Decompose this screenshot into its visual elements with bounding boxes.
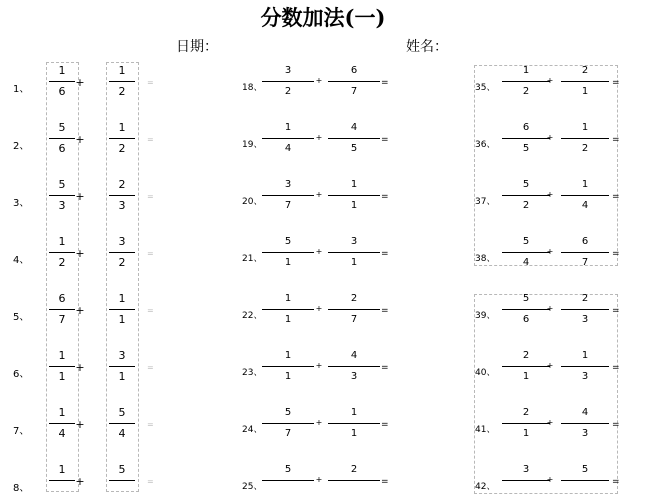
fraction-bar <box>49 81 75 82</box>
second-numerator: 1 <box>118 64 126 77</box>
fraction-bar <box>328 423 380 424</box>
plus-sign: + <box>546 133 554 142</box>
fraction-bar <box>262 81 314 82</box>
second-denominator: 7 <box>350 86 358 97</box>
second-denominator: 2 <box>118 85 126 98</box>
problem-number: 1、 <box>13 84 30 95</box>
plus-sign: + <box>546 247 554 256</box>
fraction-bar <box>502 309 550 310</box>
problem-number: 37、 <box>475 197 496 207</box>
problem-number: 41、 <box>475 425 496 435</box>
first-numerator: 1 <box>58 349 66 362</box>
plus-sign: + <box>75 304 85 317</box>
first-numerator: 1 <box>522 65 530 76</box>
problem-number: 3、 <box>13 198 30 209</box>
second-numerator: 3 <box>118 349 126 362</box>
plus-sign: + <box>315 418 323 427</box>
second-numerator: 2 <box>350 293 358 304</box>
fraction-bar <box>502 138 550 139</box>
fraction-bar <box>328 138 380 139</box>
second-numerator: 5 <box>118 406 126 419</box>
second-denominator: 4 <box>581 200 589 211</box>
problem-number: 36、 <box>475 140 496 150</box>
first-numerator: 6 <box>58 292 66 305</box>
second-numerator: 1 <box>118 121 126 134</box>
problem-number: 2、 <box>13 141 30 152</box>
first-numerator: 1 <box>284 122 292 133</box>
plus-sign: + <box>315 190 323 199</box>
equals-sign: = <box>147 135 154 144</box>
first-denominator: 6 <box>58 142 66 155</box>
second-numerator: 1 <box>350 407 358 418</box>
first-denominator: 6 <box>58 85 66 98</box>
fraction-bar <box>561 366 609 367</box>
problem-number: 19、 <box>242 140 263 150</box>
plus-sign: + <box>75 133 85 146</box>
equals-sign: = <box>381 477 389 487</box>
equals-sign: = <box>147 192 154 201</box>
second-denominator: 1 <box>350 428 358 439</box>
fraction-bar <box>561 195 609 196</box>
first-denominator: 4 <box>58 427 66 440</box>
equals-sign: = <box>147 306 154 315</box>
first-denominator: 7 <box>58 313 66 326</box>
first-denominator: 3 <box>58 199 66 212</box>
fraction-bar <box>109 81 135 82</box>
fraction-bar <box>328 309 380 310</box>
plus-sign: + <box>75 361 85 374</box>
fraction-bar <box>49 366 75 367</box>
equals-sign: = <box>381 420 389 430</box>
first-denominator: 1 <box>58 370 66 383</box>
second-numerator: 1 <box>118 292 126 305</box>
plus-sign: + <box>546 76 554 85</box>
plus-sign: + <box>75 418 85 431</box>
fraction-bar <box>49 423 75 424</box>
first-numerator: 2 <box>522 407 530 418</box>
problem-number: 20、 <box>242 197 263 207</box>
first-numerator: 5 <box>284 407 292 418</box>
equals-sign: = <box>612 135 620 145</box>
second-numerator: 3 <box>118 235 126 248</box>
plus-sign: + <box>315 76 323 85</box>
second-denominator: 1 <box>350 200 358 211</box>
fraction-bar <box>502 195 550 196</box>
first-numerator: 5 <box>58 121 66 134</box>
second-denominator: 3 <box>581 428 589 439</box>
problem-number: 25、 <box>242 482 263 492</box>
second-numerator: 2 <box>581 65 589 76</box>
second-denominator: 3 <box>118 199 126 212</box>
fraction-bar <box>561 423 609 424</box>
fraction-bar <box>262 309 314 310</box>
problem-number: 42、 <box>475 482 496 492</box>
second-denominator: 7 <box>350 314 358 325</box>
first-numerator: 5 <box>58 178 66 191</box>
plus-sign: + <box>315 304 323 313</box>
second-numerator: 2 <box>118 178 126 191</box>
equals-sign: = <box>612 78 620 88</box>
second-denominator: 1 <box>350 257 358 268</box>
first-denominator: 4 <box>284 143 292 154</box>
first-denominator: 1 <box>284 257 292 268</box>
fraction-bar <box>262 252 314 253</box>
fraction-bar <box>49 252 75 253</box>
first-denominator: 2 <box>522 200 530 211</box>
second-numerator: 1 <box>581 122 589 133</box>
first-numerator: 1 <box>284 350 292 361</box>
first-numerator: 1 <box>58 235 66 248</box>
second-numerator: 3 <box>350 236 358 247</box>
plus-sign: + <box>315 361 323 370</box>
second-numerator: 6 <box>350 65 358 76</box>
plus-sign: + <box>315 133 323 142</box>
fraction-bar <box>561 480 609 481</box>
name-label: 姓名： <box>406 39 448 55</box>
second-numerator: 5 <box>118 463 126 476</box>
first-numerator: 5 <box>522 236 530 247</box>
second-numerator: 1 <box>581 179 589 190</box>
second-numerator: 6 <box>581 236 589 247</box>
second-denominator: 1 <box>118 370 126 383</box>
equals-sign: = <box>612 420 620 430</box>
second-numerator: 2 <box>350 464 358 475</box>
first-denominator: 5 <box>522 143 530 154</box>
first-denominator: 4 <box>522 257 530 268</box>
date-label: 日期： <box>176 39 218 55</box>
problem-number: 5、 <box>13 312 30 323</box>
equals-sign: = <box>612 306 620 316</box>
second-numerator: 4 <box>350 350 358 361</box>
fraction-bar <box>109 309 135 310</box>
problem-number: 39、 <box>475 311 496 321</box>
plus-sign: + <box>546 361 554 370</box>
second-denominator: 3 <box>581 314 589 325</box>
second-denominator: 2 <box>581 143 589 154</box>
plus-sign: + <box>75 247 85 260</box>
first-numerator: 1 <box>284 293 292 304</box>
equals-sign: = <box>381 192 389 202</box>
plus-sign: + <box>75 475 85 488</box>
second-denominator: 2 <box>118 142 126 155</box>
problem-number: 6、 <box>13 369 30 380</box>
second-numerator: 5 <box>581 464 589 475</box>
fraction-bar <box>109 480 135 481</box>
first-denominator: 2 <box>522 86 530 97</box>
equals-sign: = <box>147 78 154 87</box>
fraction-bar <box>502 423 550 424</box>
second-denominator: 3 <box>350 371 358 382</box>
equals-sign: = <box>381 78 389 88</box>
plus-sign: + <box>75 76 85 89</box>
plus-sign: + <box>546 190 554 199</box>
equals-sign: = <box>147 477 154 486</box>
problem-number: 8、 <box>13 483 30 494</box>
first-numerator: 1 <box>58 64 66 77</box>
first-numerator: 1 <box>58 406 66 419</box>
fraction-bar <box>109 366 135 367</box>
first-numerator: 3 <box>284 179 292 190</box>
second-numerator: 1 <box>350 179 358 190</box>
first-denominator: 1 <box>284 371 292 382</box>
equals-sign: = <box>612 477 620 487</box>
first-denominator: 1 <box>522 428 530 439</box>
first-numerator: 5 <box>284 236 292 247</box>
first-numerator: 2 <box>522 350 530 361</box>
problem-number: 21、 <box>242 254 263 264</box>
fraction-bar <box>109 423 135 424</box>
page-title: 分数加法(一) <box>260 5 386 30</box>
second-denominator: 1 <box>118 313 126 326</box>
problem-number: 23、 <box>242 368 263 378</box>
fraction-bar <box>561 81 609 82</box>
first-numerator: 5 <box>522 179 530 190</box>
fraction-bar <box>328 252 380 253</box>
first-denominator: 2 <box>284 86 292 97</box>
second-denominator: 2 <box>118 256 126 269</box>
second-numerator: 2 <box>581 293 589 304</box>
first-numerator: 3 <box>522 464 530 475</box>
fraction-bar <box>328 366 380 367</box>
equals-sign: = <box>147 249 154 258</box>
fraction-bar <box>328 81 380 82</box>
plus-sign: + <box>546 304 554 313</box>
fraction-bar <box>262 138 314 139</box>
fraction-bar <box>262 195 314 196</box>
fraction-bar <box>49 480 75 481</box>
first-numerator: 3 <box>284 65 292 76</box>
fraction-bar <box>561 309 609 310</box>
first-denominator: 1 <box>522 371 530 382</box>
fraction-bar <box>109 252 135 253</box>
fraction-bar <box>262 423 314 424</box>
equals-sign: = <box>612 249 620 259</box>
plus-sign: + <box>75 190 85 203</box>
second-denominator: 1 <box>581 86 589 97</box>
problem-number: 40、 <box>475 368 496 378</box>
second-numerator: 1 <box>581 350 589 361</box>
second-denominator: 3 <box>581 371 589 382</box>
equals-sign: = <box>381 363 389 373</box>
equals-sign: = <box>147 363 154 372</box>
equals-sign: = <box>381 249 389 259</box>
plus-sign: + <box>546 475 554 484</box>
first-denominator: 6 <box>522 314 530 325</box>
second-denominator: 5 <box>350 143 358 154</box>
fraction-bar <box>109 195 135 196</box>
problem-number: 18、 <box>242 83 263 93</box>
fraction-bar <box>49 138 75 139</box>
problem-number: 35、 <box>475 83 496 93</box>
problem-number: 4、 <box>13 255 30 266</box>
second-numerator: 4 <box>350 122 358 133</box>
problem-number: 7、 <box>13 426 30 437</box>
equals-sign: = <box>147 420 154 429</box>
fraction-bar <box>262 366 314 367</box>
fraction-bar <box>328 480 380 481</box>
first-numerator: 6 <box>522 122 530 133</box>
first-denominator: 2 <box>58 256 66 269</box>
first-numerator: 5 <box>284 464 292 475</box>
first-denominator: 7 <box>284 428 292 439</box>
problem-number: 22、 <box>242 311 263 321</box>
plus-sign: + <box>546 418 554 427</box>
second-denominator: 7 <box>581 257 589 268</box>
fraction-bar <box>109 138 135 139</box>
fraction-bar <box>502 81 550 82</box>
problem-number: 24、 <box>242 425 263 435</box>
fraction-bar <box>502 252 550 253</box>
first-numerator: 1 <box>58 463 66 476</box>
fraction-bar <box>49 309 75 310</box>
equals-sign: = <box>381 135 389 145</box>
fraction-bar <box>262 480 314 481</box>
second-denominator: 4 <box>118 427 126 440</box>
fraction-bar <box>561 138 609 139</box>
fraction-bar <box>502 366 550 367</box>
fraction-bar <box>328 195 380 196</box>
plus-sign: + <box>315 247 323 256</box>
plus-sign: + <box>315 475 323 484</box>
problem-number: 38、 <box>475 254 496 264</box>
equals-sign: = <box>612 192 620 202</box>
first-denominator: 7 <box>284 200 292 211</box>
fraction-bar <box>502 480 550 481</box>
second-numerator: 4 <box>581 407 589 418</box>
fraction-bar <box>49 195 75 196</box>
fraction-bar <box>561 252 609 253</box>
equals-sign: = <box>381 306 389 316</box>
first-numerator: 5 <box>522 293 530 304</box>
first-denominator: 1 <box>284 314 292 325</box>
equals-sign: = <box>612 363 620 373</box>
